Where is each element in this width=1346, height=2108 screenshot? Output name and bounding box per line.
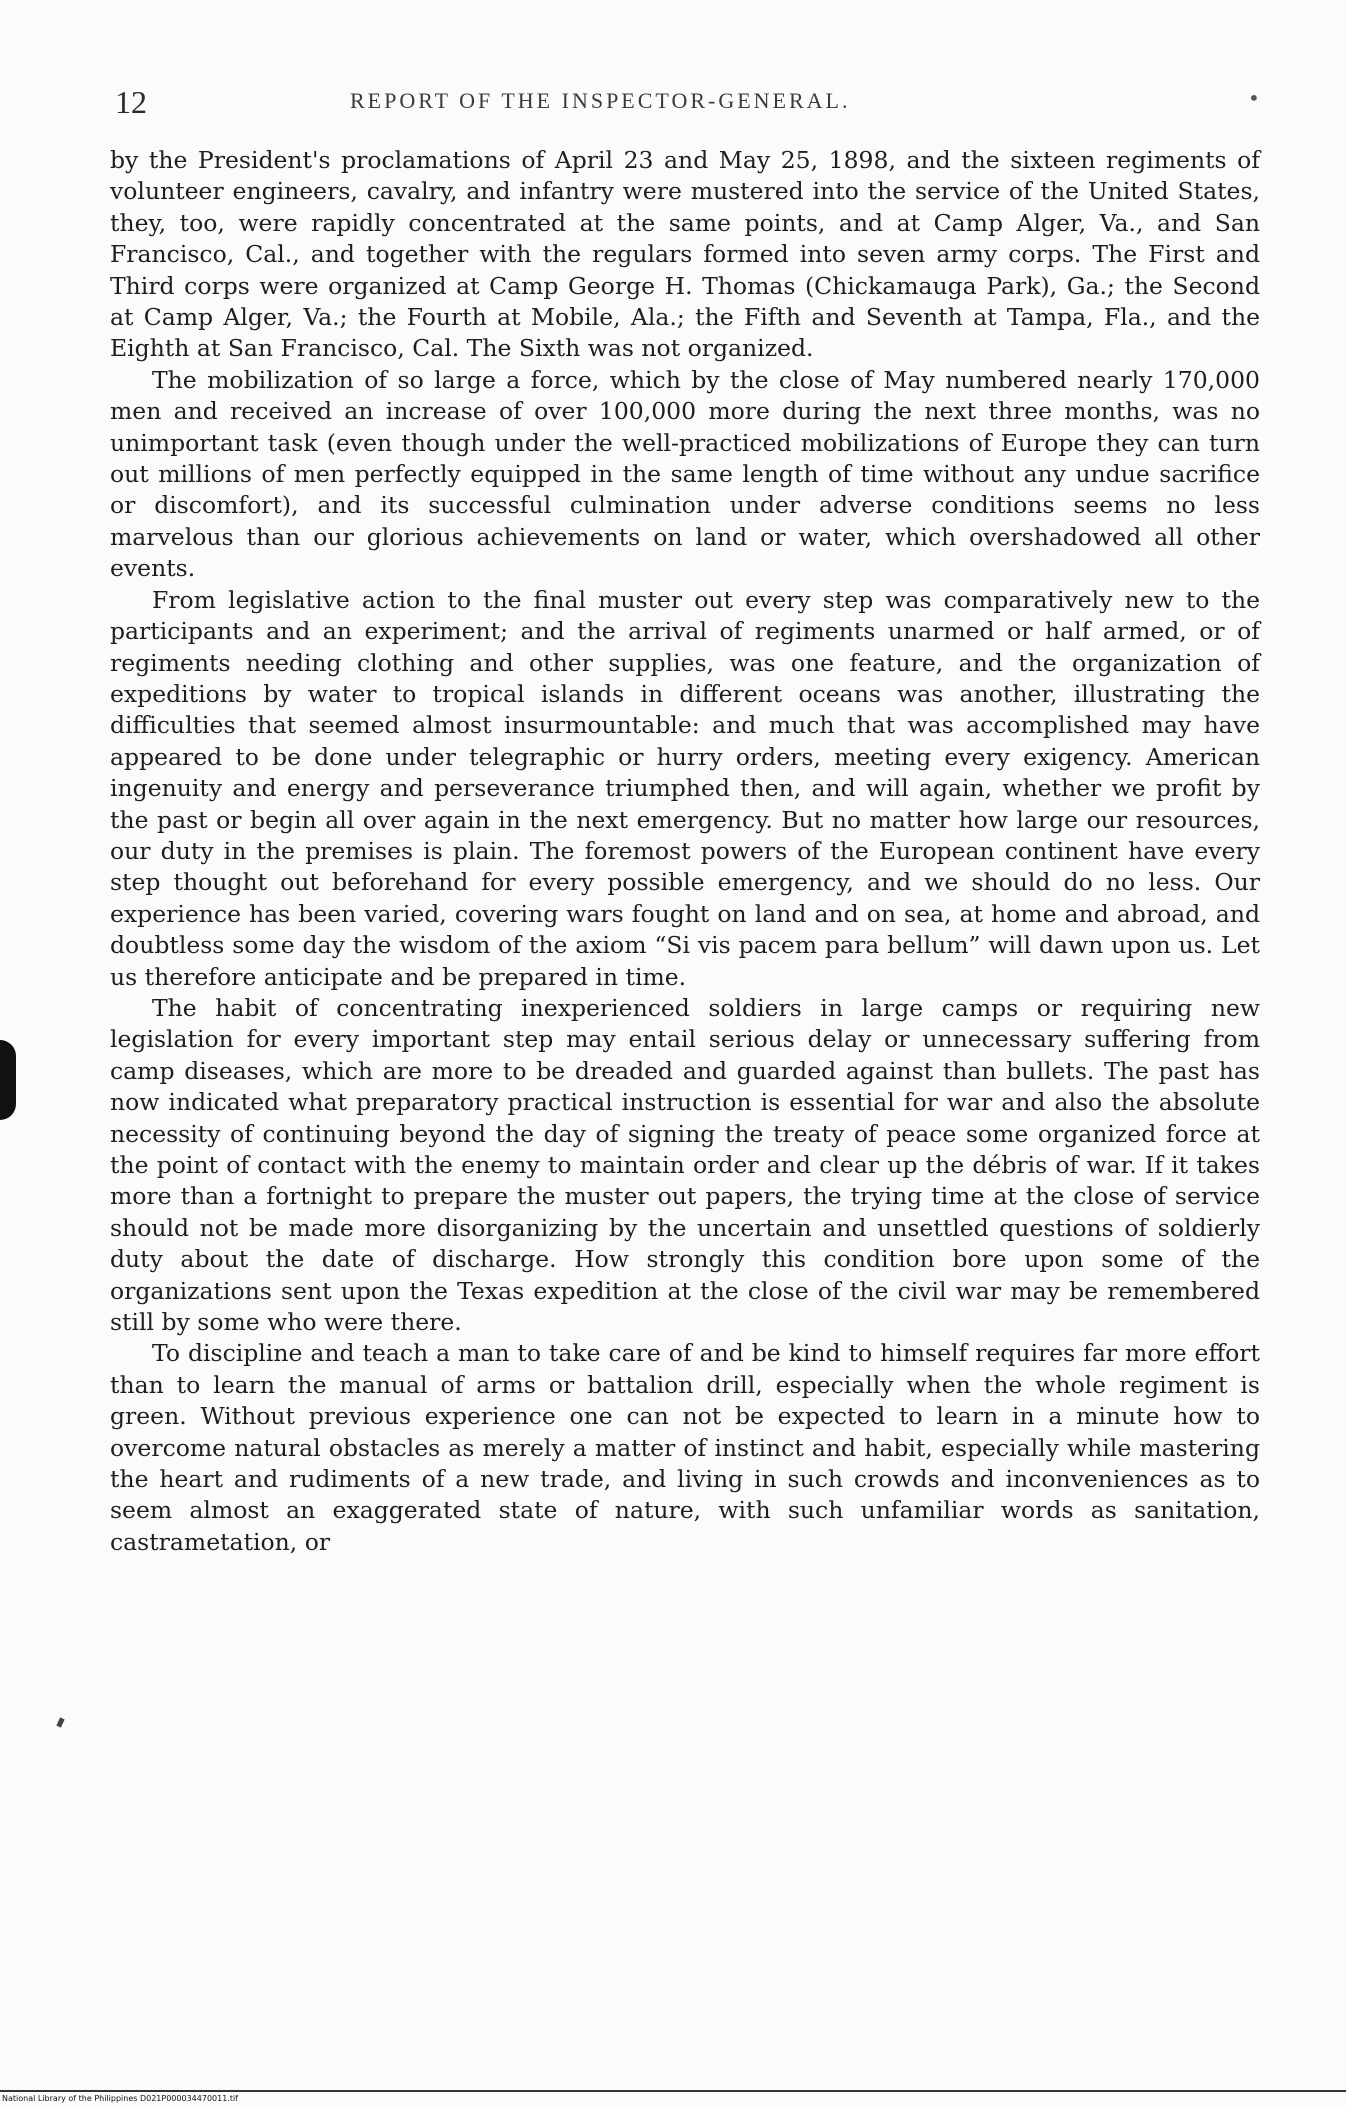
- header-dot: •: [1248, 86, 1260, 110]
- margin-mark: [56, 1717, 64, 1727]
- page-header: [115, 84, 1265, 124]
- running-head: REPORT OF THE INSPECTOR-GENERAL.: [350, 88, 851, 113]
- margin-ink-blot: [0, 1040, 16, 1120]
- paragraph-5: To discipline and teach a man to take care of and be kind to himself requires far more effort than to learn the manual of arms or battalion drill, especially when the whole regiment is green. Without previous experience one can not be expected to learn in a minute how to overcome natural obstacles as merely a matter of instinct and habit, especially while mastering the heart and rudiments of a new trade, and living in such crowds and inconveniences as to seem almost an exaggerated state of nature, with such unfamiliar words as sanitation, castrametation, or: [110, 1339, 1260, 1556]
- page-number: 12: [115, 84, 147, 120]
- footer-caption: National Library of the Philippines D021P000034470011.tif: [2, 2094, 239, 2103]
- paragraph-4: The habit of concentrating inexperienced soldiers in large camps or requiring new legislation for every important step may entail serious delay or unnecessary suffering from camp diseases, which are more to be dreaded and guarded against than bullets. The past has now indicated what preparatory practical instruction is essential for war and also the absolute necessity of continuing beyond the day of signing the treaty of peace some organized force at the point of contact with the enemy to maintain order and clear up the débris of war. If it takes more than a fortnight to prepare the muster out papers, the trying time at the close of service should not be made more disorganizing by the uncertain and unsettled questions of soldierly duty about the date of discharge. How strongly this condition bore upon some of the organizations sent upon the Texas expedition at the close of the civil war may be remembered still by some who were there.: [110, 993, 1260, 1337]
- paragraph-3: From legislative action to the final muster out every step was comparatively new to the participants and an experiment; and the arrival of regiments unarmed or half armed, or of regiments needing clothing and other supplies, was one feature, and the organization of expeditions by water to tropical islands in different oceans was another, illustrating the difficulties that seemed almost insurmountable: and much that was accomplished may have appeared to be done under telegraphic or hurry orders, meeting every exigency. American ingenuity and energy and perseverance triumphed then, and will again, whether we profit by the past or begin all over again in the next emergency. But no matter how large our resources, our duty in the premises is plain. The foremost powers of the European continent have every step thought out beforehand for every possible emergency, and we should do no less. Our experience has been varied, covering wars fought on land and on sea, at home and abroad, and doubtless some day the wisdom of the axiom “Si vis pacem para bellum” will dawn upon us. Let us therefore anticipate and be prepared in time.: [110, 585, 1260, 991]
- body-text: [110, 145, 1260, 1558]
- paragraph-2: The mobilization of so large a force, which by the close of May numbered nearly 170,000 men and received an increase of over 100,000 more during the next three months, was no unimportant task (even though under the well-practiced mobilizations of Europe they can turn out millions of men perfectly equipped in the same length of time without any undue sacrifice or discomfort), and its successful culmination under adverse conditions seems no less marvelous than our glorious achievements on land or water, which overshadowed all other events.: [110, 365, 1260, 583]
- paragraph-1: by the President's proclamations of April 23 and May 25, 1898, and the sixteen regiments of volunteer engineers, cavalry, and infantry were mustered into the service of the United States, they, too, were rapidly concentrated at the same points, and at Camp Alger, Va., and San Francisco, Cal., and together with the regulars formed into seven army corps. The First and Third corps were organized at Camp George H. Thomas (Chickamauga Park), Ga.; the Second at Camp Alger, Va.; the Fourth at Mobile, Ala.; the Fifth and Seventh at Tampa, Fla., and the Eighth at San Francisco, Cal. The Sixth was not organized.: [110, 146, 1260, 363]
- footer-rule: [0, 2090, 1346, 2092]
